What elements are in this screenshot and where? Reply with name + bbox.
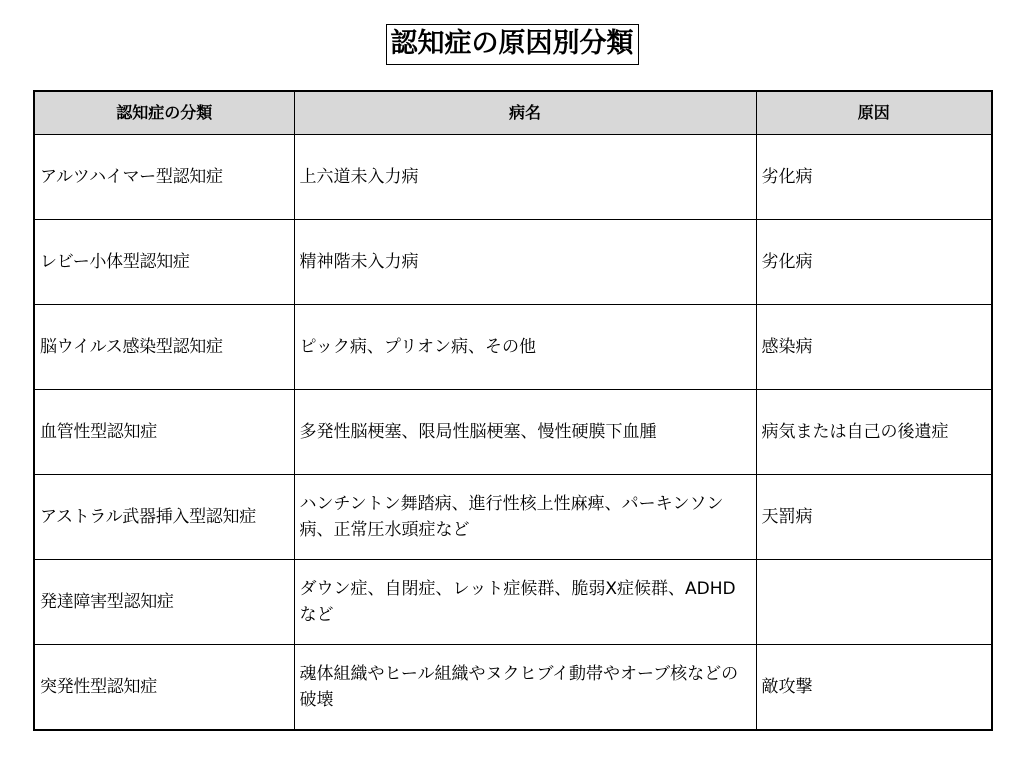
type-cell: 血管性型認知症 [34,390,294,475]
table-row [34,645,992,731]
cause-cell: 劣化病 [756,135,992,220]
disease-cell: ハンチントン舞踏病、進行性核上性麻痺、パーキンソン病、正常圧水頭症など [294,475,756,560]
cause-cell: 劣化病 [756,220,992,305]
cause-cell [756,560,992,645]
header-cause: 原因 [756,91,992,135]
type-cell: レビー小体型認知症 [34,220,294,305]
table-row [34,475,992,560]
cause-cell: 病気または自己の後遺症 [756,390,992,475]
type-cell: アルツハイマー型認知症 [34,135,294,220]
table-row [34,560,992,645]
page-title: 認知症の原因別分類 [386,24,639,65]
type-cell: 突発性型認知症 [34,645,294,731]
header-type: 認知症の分類 [34,91,294,135]
disease-cell: 多発性脳梗塞、限局性脳梗塞、慢性硬膜下血腫 [294,390,756,475]
cause-cell: 感染病 [756,305,992,390]
title-container [0,24,1024,65]
cause-cell: 敵攻撃 [756,645,992,731]
disease-cell: 精神階未入力病 [294,220,756,305]
disease-cell: 上六道未入力病 [294,135,756,220]
table-row [34,220,992,305]
table-row [34,390,992,475]
disease-cell: ピック病、プリオン病、その他 [294,305,756,390]
header-disease: 病名 [294,91,756,135]
type-cell: アストラル武器挿入型認知症 [34,475,294,560]
cause-cell: 天罰病 [756,475,992,560]
header-row [34,91,992,135]
table-row [34,305,992,390]
type-cell: 発達障害型認知症 [34,560,294,645]
disease-cell: 魂体組織やヒール組織やヌクヒブイ動帯やオーブ核などの破壊 [294,645,756,731]
table-row [34,135,992,220]
classification-table [33,90,993,731]
disease-cell: ダウン症、自閉症、レット症候群、脆弱X症候群、ADHDなど [294,560,756,645]
type-cell: 脳ウイルス感染型認知症 [34,305,294,390]
